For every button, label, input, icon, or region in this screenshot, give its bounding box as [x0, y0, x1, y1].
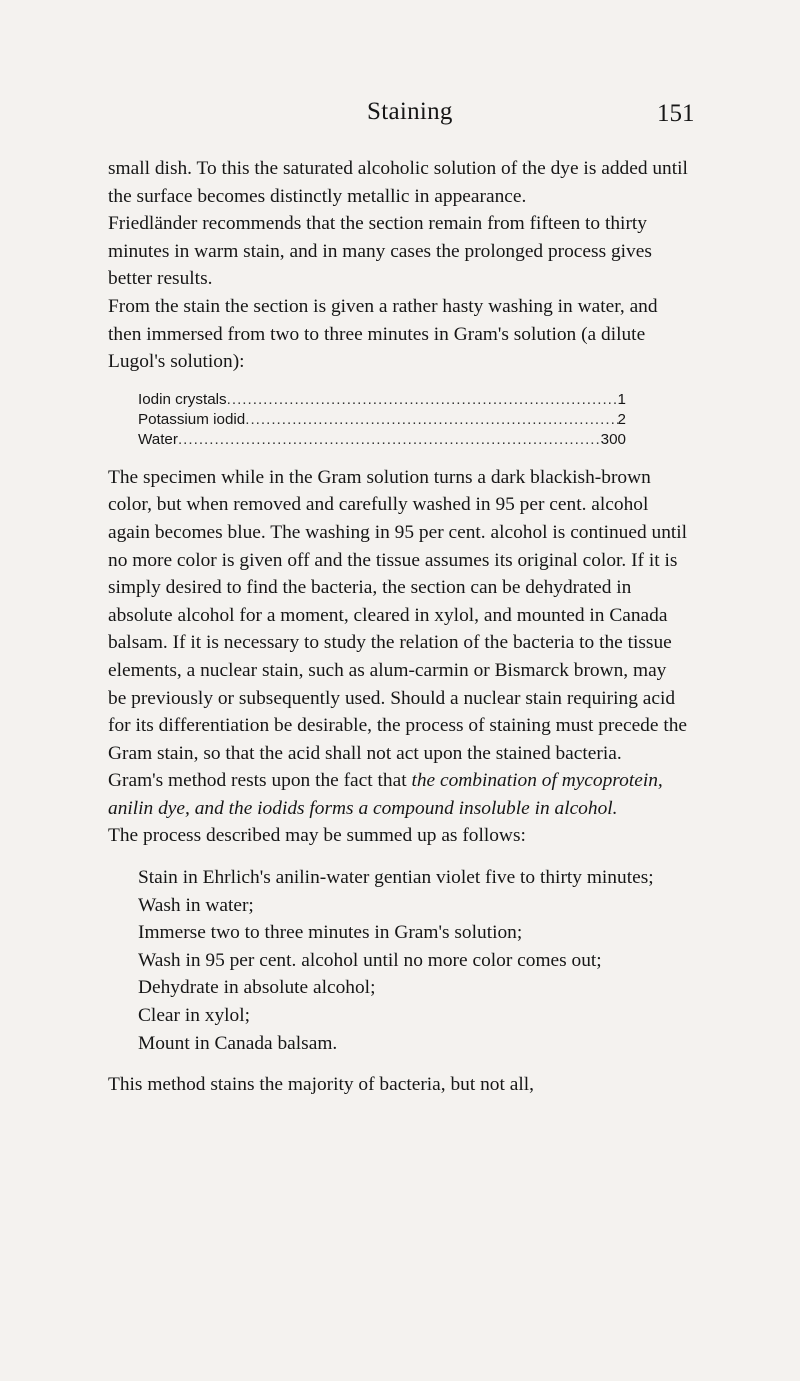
formula-row [138, 430, 626, 450]
formula-row [138, 390, 626, 410]
leader-dots [227, 390, 618, 410]
paragraph: Friedländer recommends that the section remain from fifteen to thirty minutes in warm stain, and in many cases the prolonged process gives better results. [108, 213, 652, 290]
formula-table [138, 390, 626, 450]
procedure-step: Dehydrate in absolute alcohol; [138, 977, 376, 999]
procedure-step: Wash in water; [138, 894, 254, 916]
running-head [0, 98, 800, 138]
paragraph: small dish. To this the saturated alcoholic solution of the dye is added until the surface becomes distinctly metallic in appearance. [108, 158, 688, 207]
procedure-step: Clear in xylol; [138, 1005, 251, 1027]
paragraph: From the stain the section is given a rather hasty washing in water, and then immersed from two to three minutes in Gram's solution (a dilute Lugol's solution): [108, 295, 658, 373]
paragraph: The process described may be summed up as follows: [108, 825, 526, 847]
ingredient-name: Iodin crystals [138, 390, 227, 408]
ingredient-name: Potassium iodid [138, 410, 246, 428]
body-text [108, 155, 688, 1099]
ingredient-quantity: 1 [617, 390, 626, 408]
formula-row [138, 410, 626, 430]
running-title: Staining [367, 98, 453, 125]
ingredient-name: Water [138, 430, 178, 448]
procedure-step: Wash in 95 per cent. alcohol until no more color comes out; [138, 949, 602, 971]
procedure-step: Stain in Ehrlich's anilin-water gentian violet five to thirty minutes; [138, 867, 654, 889]
paragraph: The specimen while in the Gram solution turns a dark blackish-brown color, but when removed and carefully washed in 95 per cent. alcohol again becomes blue. The washing in 95 per cent. alcohol is continued until no more color is given off and the tissue assumes its original color. If it is simply desired to find the bacteria, the section can be dehydrated in absolute alcohol for a moment, cleared in xylol, and mounted in Canada balsam. If it is necessary to study the relation of the bacteria to the tissue elements, a nuclear stain, such as alum-carmin or Bismarck brown, may be previously or subsequently used. Should a nuclear stain requiring acid for its differentiation be desirable, the process of staining must precede the Gram stain, so that the acid shall not act upon the stained bacteria. [108, 466, 688, 764]
procedure-step: Immerse two to three minutes in Gram's solution; [138, 922, 523, 944]
leader-dots [178, 430, 601, 450]
paragraph-text: Gram's method rests upon the fact that [108, 770, 412, 792]
ingredient-quantity: 300 [600, 430, 626, 448]
page-number: 151 [657, 100, 695, 127]
italic-statement: the combination of mycoprotein, anilin dye, and the iodids forms a compound insoluble in alcohol. [108, 770, 663, 819]
ingredient-quantity: 2 [617, 410, 626, 428]
paragraph: This method stains the majority of bacteria, but not all, [108, 1074, 534, 1096]
paragraph [108, 767, 688, 822]
leader-dots [245, 410, 617, 430]
procedure-steps [138, 864, 688, 1057]
procedure-step: Mount in Canada balsam. [138, 1032, 338, 1054]
